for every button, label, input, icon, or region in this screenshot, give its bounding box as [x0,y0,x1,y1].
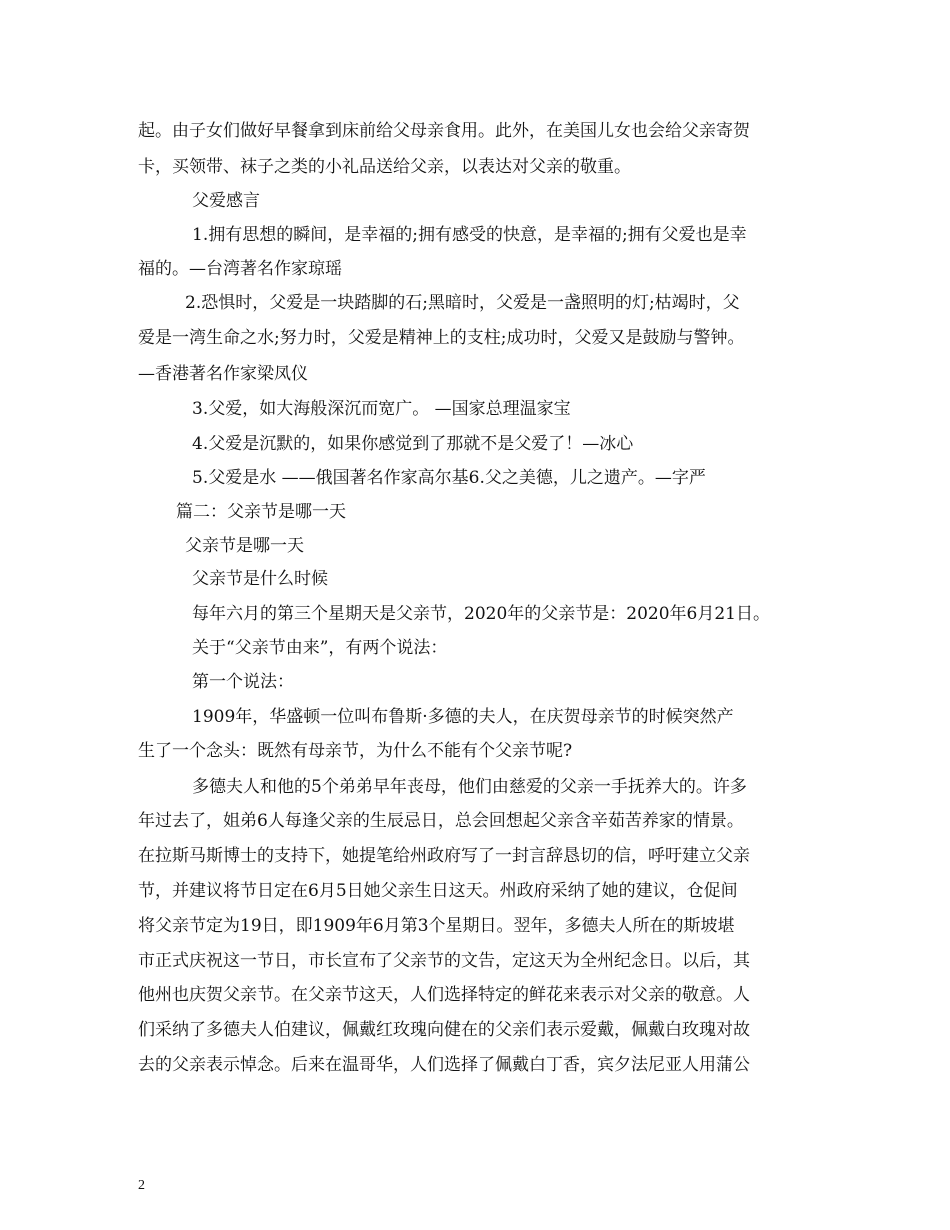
text-line: 5.父爱是水 ——俄国著名作家高尔基6.父之美德，儿之遗产。—字严 [192,468,706,488]
text-line: 将父亲节定为19日，即1909年6月第3个星期日。翌年，多德夫人所在的斯坡堪 [138,916,735,936]
text-line: 们采纳了多德夫人伯建议，佩戴红玫瑰向健在的父亲们表示爱戴，佩戴白玫瑰对故 [138,1020,750,1040]
text-line: 1.拥有思想的瞬间，是幸福的;拥有感受的快意，是幸福的;拥有父爱也是幸 [192,225,747,245]
text-line: 在拉斯马斯博士的支持下，她提笔给州政府写了一封言辞恳切的信，呼吁建立父亲 [138,846,750,866]
text-line: 多德夫人和他的5个弟弟早年丧母，他们由慈爱的父亲一手抚养大的。许多 [192,777,747,797]
text-line: 爱是一湾生命之水;努力时，父爱是精神上的支柱;成功时，父爱又是鼓励与警钟。 [138,328,745,348]
text-line: 市正式庆祝这一节日，市长宣布了父亲节的文告，定这天为全州纪念日。以后，其 [138,951,750,971]
page-number: 2 [138,1178,145,1193]
text-line: 2.恐惧时，父爱是一块踏脚的石;黑暗时，父爱是一盏照明的灯;枯竭时，父 [185,293,740,313]
section-heading: 父爱感言 [192,191,260,211]
text-line: 父亲节是什么时候 [192,569,328,589]
text-line: 年过去了，姐弟6人每逢父亲的生辰忌日，总会回想起父亲含辛茹苦养家的情景。 [138,811,744,831]
text-line: 节，并建议将节日定在6月5日她父亲生日这天。州政府采纳了她的建议，仓促间 [138,881,738,901]
section-heading: 篇二：父亲节是哪一天 [176,502,346,522]
text-line: 生了一个念头：既然有母亲节，为什么不能有个父亲节呢? [138,741,573,761]
text-line: —香港著名作家梁凤仪 [138,364,308,384]
text-line: 福的。—台湾著名作家琼瑶 [138,259,342,279]
text-line: 3.父爱，如大海般深沉而宽广。 —国家总理温家宝 [192,399,571,419]
section-title: 父亲节是哪一天 [185,536,304,556]
text-line: 4.父爱是沉默的，如果你感觉到了那就不是父爱了！—冰心 [192,434,634,454]
text-line: 起。由子女们做好早餐拿到床前给父母亲食用。此外，在美国儿女也会给父亲寄贺 [138,121,750,141]
text-line: 卡，买领带、袜子之类的小礼品送给父亲，以表达对父亲的敬重。 [138,157,631,177]
text-line: 每年六月的第三个星期天是父亲节，2020年的父亲节是：2020年6月21日。 [192,604,770,624]
text-line: 1909年，华盛顿一位叫布鲁斯·多德的夫人，在庆贺母亲节的时候突然产 [192,707,734,727]
text-line: 关于“父亲节由来”，有两个说法： [192,638,448,658]
text-line: 去的父亲表示悼念。后来在温哥华，人们选择了佩戴白丁香，宾夕法尼亚人用蒲公 [138,1055,750,1075]
text-line: 第一个说法： [192,672,294,692]
text-line: 他州也庆贺父亲节。在父亲节这天，人们选择特定的鲜花来表示对父亲的敬意。人 [138,985,750,1005]
